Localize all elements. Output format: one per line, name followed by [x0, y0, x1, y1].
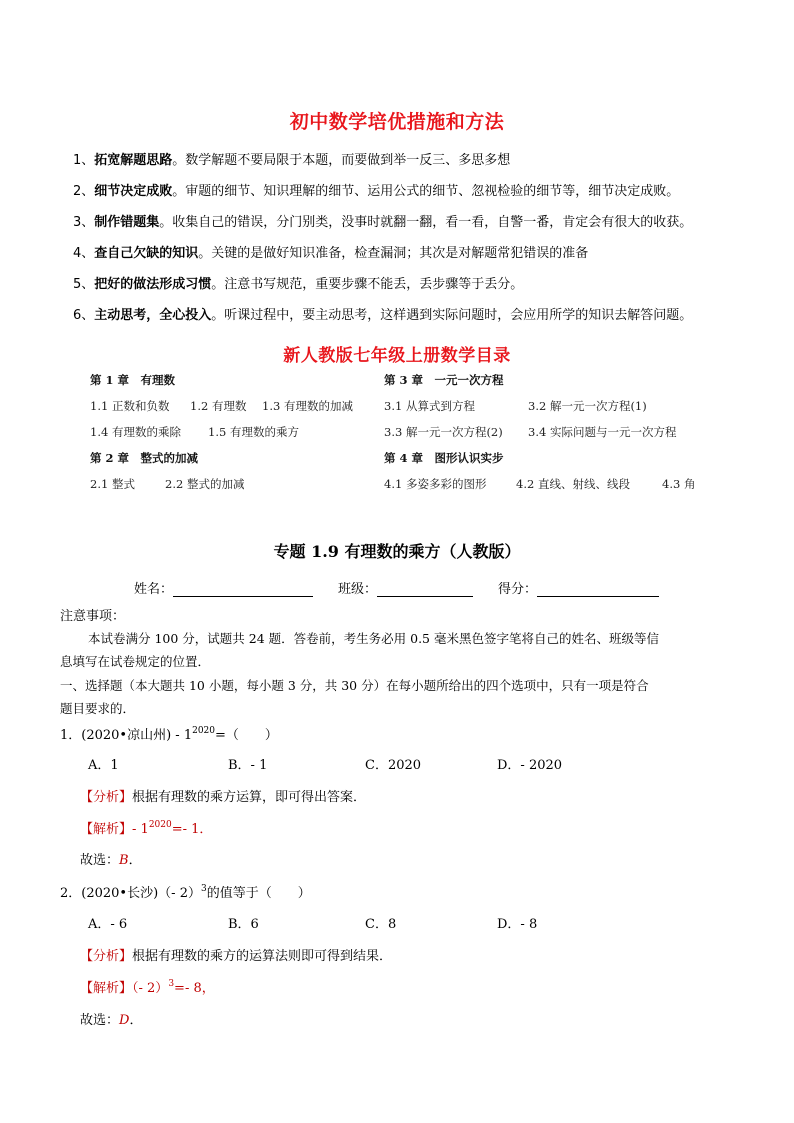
option-b[interactable]: B．- 1 — [228, 758, 268, 773]
tip-item — [73, 304, 692, 323]
toc-section: 4.1 多姿多彩的图形 — [384, 477, 487, 491]
option-d[interactable]: D．- 8 — [497, 917, 538, 932]
solution — [80, 818, 212, 837]
score-label: 得分： — [498, 582, 538, 597]
option-a[interactable]: A．- 6 — [88, 917, 128, 932]
analysis-text: 根据有理数的乘方运算，即可得出答案． — [132, 790, 367, 805]
tip-body: 。收集自己的错误，分门别类，没事时就翻一翻，看一看，自警一番，肯定会有很大的收获。 — [159, 215, 693, 230]
tip-item — [73, 149, 510, 168]
tip-item — [73, 273, 523, 292]
analysis-label: 【分析】 — [80, 949, 133, 964]
solution-text: - 1 — [132, 822, 149, 837]
analysis-label: 【分析】 — [80, 790, 133, 805]
notice-text: 息填写在试卷规定的位置． — [60, 654, 211, 669]
tip-item — [73, 180, 679, 199]
tip-item — [73, 242, 588, 261]
class-label: 班级： — [338, 582, 378, 597]
solution — [80, 977, 215, 996]
exponent: 3 — [168, 979, 175, 989]
toc-section: 1.3 有理数的加减 — [262, 399, 353, 413]
toc-section: 3.3 解一元一次方程(2) — [384, 425, 503, 439]
toc-section: 2.1 整式 — [90, 477, 135, 491]
tip-item — [73, 211, 692, 230]
answer-label: 故选： — [80, 853, 120, 868]
tip-number: 6、 — [73, 308, 95, 323]
toc-section: 3.1 从算式到方程 — [384, 399, 475, 413]
tip-body: 。关键的是做好知识准备，检查漏洞；其次是对解题常犯错误的准备 — [198, 246, 589, 261]
tip-body: 。听课过程中，要主动思考，这样遇到实际问题时，会应用所学的知识去解答问题。 — [211, 308, 693, 323]
tip-heading: 拓宽解题思路 — [94, 153, 173, 168]
answer — [80, 1009, 142, 1028]
toc-chapter-1: 第 1 章 有理数 — [90, 373, 176, 387]
solution-text: =- 8， — [174, 981, 215, 996]
option-b[interactable]: B．6 — [228, 917, 259, 932]
tip-number: 2、 — [73, 184, 95, 199]
solution-label: 【解析】 — [80, 822, 133, 837]
stem-text: 1．(2020•凉山州) - 1 — [60, 728, 193, 743]
tip-body: 。审题的细节、知识理解的细节、运用公式的细节、忽视检验的细节等，细节决定成败。 — [172, 184, 680, 199]
toc-section: 1.2 有理数 — [190, 399, 247, 413]
option-c[interactable]: C．2020 — [365, 758, 422, 773]
exponent: 2020 — [148, 820, 172, 830]
exponent: 2020 — [192, 726, 216, 736]
solution-text: （- 2） — [132, 981, 169, 996]
tip-heading: 把好的做法形成习惯 — [94, 277, 212, 292]
tip-heading: 查自己欠缺的知识 — [94, 246, 199, 261]
tip-body: 。数学解题不要局限于本题，而要做到举一反三、多思多想 — [172, 153, 511, 168]
tip-number: 3、 — [73, 215, 95, 230]
section-heading: 题目要求的． — [60, 701, 136, 716]
toc-title: 新人教版七年级上册数学目录 — [283, 346, 511, 366]
score-field[interactable] — [537, 582, 659, 597]
class-field[interactable] — [377, 582, 473, 597]
exponent: 3 — [200, 884, 207, 894]
stem-text: 2．(2020•长沙)（- 2） — [60, 886, 201, 901]
option-c[interactable]: C．8 — [365, 917, 397, 932]
tip-heading: 制作错题集 — [94, 215, 160, 230]
toc-section: 1.4 有理数的乘除 — [90, 425, 181, 439]
tip-heading: 主动思考，全心投入 — [94, 308, 212, 323]
student-info-row — [498, 578, 659, 597]
toc-section: 2.2 整式的加减 — [165, 477, 245, 491]
toc-section: 1.1 正数和负数 — [90, 399, 170, 413]
answer-end: ． — [128, 853, 142, 868]
stem-text: =（ ） — [215, 728, 278, 743]
analysis — [80, 945, 392, 964]
toc-chapter-3: 第 3 章 一元一次方程 — [384, 373, 504, 387]
section-heading: 一、选择题（本大题共 10 小题，每小题 3 分，共 30 分）在每小题所给出的四个选项中，只有一项是符合 — [60, 678, 649, 693]
toc-section: 4.3 角 — [662, 477, 696, 491]
tip-number: 5、 — [73, 277, 95, 292]
option-d[interactable]: D．- 2020 — [497, 758, 563, 773]
page-title: 初中数学培优措施和方法 — [289, 111, 505, 133]
toc-chapter-4: 第 4 章 图形认识实步 — [384, 451, 504, 465]
tip-number: 4、 — [73, 246, 95, 261]
question-2-stem — [60, 882, 311, 901]
student-info-row — [338, 578, 473, 597]
name-field[interactable] — [173, 582, 313, 597]
toc-chapter-2: 第 2 章 整式的加减 — [90, 451, 199, 465]
stem-text: 的值等于（ ） — [206, 886, 311, 901]
analysis — [80, 786, 366, 805]
answer-value: D — [119, 1013, 130, 1028]
tip-heading: 细节决定成败 — [94, 184, 173, 199]
answer-value: B — [119, 853, 129, 868]
solution-text: =- 1． — [171, 822, 213, 837]
notice-text: 本试卷满分 100 分，试题共 24 题．答卷前，考生务必用 0.5 毫米黑色签字笔将自己的姓名、班级等信 — [88, 631, 659, 646]
toc-section: 4.2 直线、射线、线段 — [516, 477, 630, 491]
question-1-stem — [60, 724, 278, 743]
analysis-text: 根据有理数的乘方的运算法则即可得到结果． — [132, 949, 393, 964]
answer-label: 故选： — [80, 1013, 120, 1028]
exam-title: 专题 1.9 有理数的乘方（人教版） — [273, 542, 521, 561]
answer — [80, 849, 142, 868]
tip-number: 1、 — [73, 153, 95, 168]
tip-body: 。注意书写规范，重要步骤不能丢，丢步骤等于丢分。 — [211, 277, 524, 292]
name-label: 姓名： — [134, 582, 174, 597]
option-a[interactable]: A．1 — [88, 758, 119, 773]
answer-end: ． — [129, 1013, 143, 1028]
student-info-row — [134, 578, 313, 597]
toc-section: 3.2 解一元一次方程(1) — [528, 399, 647, 413]
solution-label: 【解析】 — [80, 981, 133, 996]
toc-section: 3.4 实际问题与一元一次方程 — [528, 425, 677, 439]
notice-heading: 注意事项： — [60, 609, 126, 624]
toc-section: 1.5 有理数的乘方 — [208, 425, 299, 439]
